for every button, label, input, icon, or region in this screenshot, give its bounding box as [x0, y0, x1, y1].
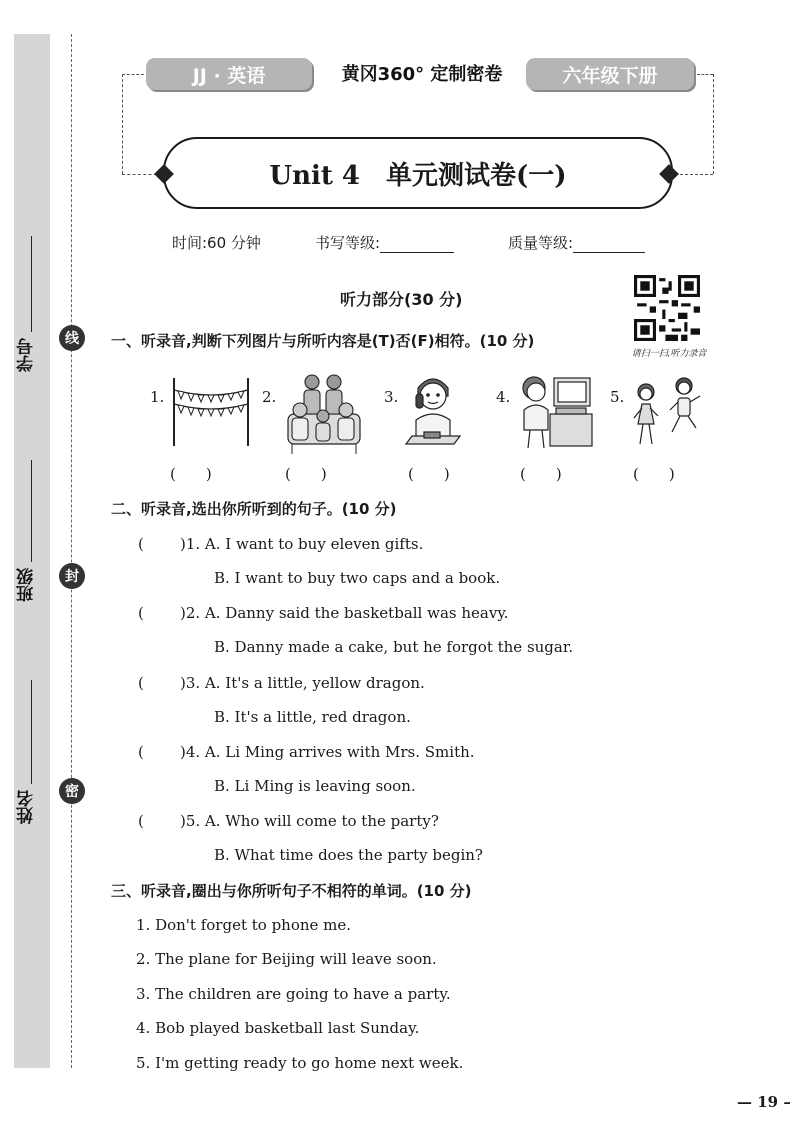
- part2-question-2-b: B. Danny made a cake, but he forgot the sugar.: [214, 638, 574, 656]
- header-dash-right-top: [697, 74, 713, 75]
- qr-caption: 请扫一扫,听力录音: [631, 349, 707, 359]
- page-title: Unit 4 单元测试卷(一): [269, 160, 567, 191]
- part2-question-1-a: ( )1. A. I want to buy eleven gifts.: [138, 535, 424, 553]
- seal-line: 线: [59, 325, 85, 351]
- grade-pill: 六年级下册: [526, 58, 694, 90]
- part2-question-5-a: ( )5. A. Who will come to the party?: [138, 812, 439, 830]
- qr-code-icon[interactable]: [634, 275, 700, 341]
- part3-item-4: 4. Bob played basketball last Sunday.: [136, 1019, 420, 1037]
- pic-number-3: 3.: [384, 388, 399, 406]
- binding-strip: [14, 34, 50, 1068]
- answer-paren-1[interactable]: ( ): [170, 465, 212, 483]
- title-box: [163, 137, 673, 209]
- part2-question-4-b: B. Li Ming is leaving soon.: [214, 777, 416, 795]
- part3-heading: 三、听录音,圈出与你所听句子不相符的单词。(10 分): [111, 882, 472, 900]
- answer-paren-2[interactable]: ( ): [285, 465, 327, 483]
- quality-grade: [508, 232, 645, 253]
- part2-question-2-a: ( )2. A. Danny said the basketball was heavy.: [138, 604, 509, 622]
- two-children-running-icon: [628, 370, 706, 452]
- fold-line: [71, 34, 72, 1068]
- family-photo-icon: [282, 370, 366, 456]
- answer-bracket[interactable]: (: [138, 743, 144, 761]
- part3-item-2: 2. The plane for Beijing will leave soon.: [136, 950, 437, 968]
- quality-grade-blank[interactable]: [573, 237, 645, 253]
- page-number: — 19 –: [737, 1093, 791, 1111]
- pic-number-4: 4.: [496, 388, 511, 406]
- part3-item-3: 3. The children are going to have a party.: [136, 985, 451, 1003]
- writing-grade-blank[interactable]: [380, 237, 454, 253]
- seal-secret: 密: [59, 778, 85, 804]
- part2-question-5-b: B. What time does the party begin?: [214, 846, 483, 864]
- boy-on-phone-icon: [402, 370, 464, 452]
- quality-grade-label: 质量等级:: [508, 234, 574, 252]
- part2-question-3-a: ( )3. A. It's a little, yellow dragon.: [138, 674, 425, 692]
- student-id-line: [31, 236, 32, 332]
- class-label: 班级: [17, 568, 37, 602]
- pic-number-5: 5.: [610, 388, 625, 406]
- brand-text: 黄冈360° 定制密卷: [341, 64, 503, 85]
- answer-paren-4[interactable]: ( ): [520, 465, 562, 483]
- header-dash-left-vert: [122, 74, 123, 174]
- bunting-flags-icon: [170, 370, 252, 448]
- part2-question-3-b: B. It's a little, red dragon.: [214, 708, 411, 726]
- part1-heading: 一、听录音,判断下列图片与所听内容是(T)否(F)相符。(10 分): [111, 332, 535, 350]
- name-line: [31, 680, 32, 784]
- writing-grade-label: 书写等级:: [315, 234, 381, 252]
- answer-paren-5[interactable]: ( ): [633, 465, 675, 483]
- girl-at-computer-icon: [516, 370, 594, 452]
- part2-question-4-a: ( )4. A. Li Ming arrives with Mrs. Smith.: [138, 743, 475, 761]
- seal-seal: 封: [59, 563, 85, 589]
- student-id-label: 学号: [17, 338, 37, 372]
- subject-pill: JJ · 英语: [146, 58, 312, 90]
- answer-bracket[interactable]: (: [138, 812, 144, 830]
- part2-question-1-b: B. I want to buy two caps and a book.: [214, 569, 501, 587]
- pic-number-1: 1.: [150, 388, 165, 406]
- part2-heading: 二、听录音,选出你所听到的句子。(10 分): [111, 500, 397, 518]
- time-limit: 时间:60 分钟: [172, 234, 261, 252]
- listening-section-title: 听力部分(30 分): [340, 290, 463, 309]
- header-dash-left-top: [122, 74, 144, 75]
- name-label: 姓名: [17, 790, 37, 824]
- writing-grade: [315, 232, 454, 253]
- answer-bracket[interactable]: (: [138, 604, 144, 622]
- answer-paren-3[interactable]: ( ): [408, 465, 450, 483]
- answer-bracket[interactable]: (: [138, 674, 144, 692]
- header-dash-right-vert: [713, 74, 714, 174]
- class-line: [31, 460, 32, 562]
- answer-bracket[interactable]: (: [138, 535, 144, 553]
- part3-item-5: 5. I'm getting ready to go home next week.: [136, 1054, 464, 1072]
- part3-item-1: 1. Don't forget to phone me.: [136, 916, 352, 934]
- pic-number-2: 2.: [262, 388, 277, 406]
